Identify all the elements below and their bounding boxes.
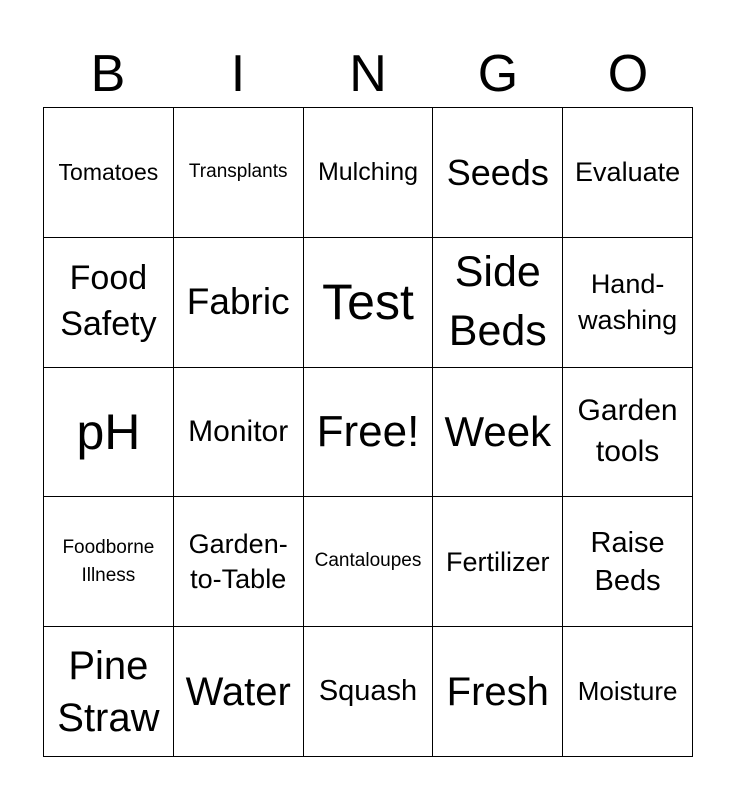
header-letter-g: G (477, 45, 519, 103)
bingo-cell[interactable] (304, 238, 434, 368)
bingo-cell-label: Test (322, 274, 414, 331)
bingo-cell[interactable] (433, 108, 563, 238)
bingo-cell[interactable] (174, 108, 304, 238)
bingo-cell-label: Cantaloupes (314, 550, 422, 572)
bingo-cell[interactable] (563, 108, 693, 238)
bingo-cell-label: Foodborne Illness (62, 537, 155, 586)
bingo-cell[interactable] (433, 627, 563, 757)
bingo-cell-label: Pine Straw (57, 643, 160, 740)
bingo-cell-label: Garden tools (577, 394, 678, 468)
bingo-cell[interactable] (174, 368, 304, 498)
bingo-cell[interactable] (174, 497, 304, 627)
bingo-cell[interactable] (563, 497, 693, 627)
bingo-cell[interactable] (304, 497, 434, 627)
bingo-cell-label: Fresh (446, 669, 549, 714)
header-letter-i: I (230, 45, 246, 103)
bingo-cell[interactable] (563, 368, 693, 498)
bingo-cell[interactable] (304, 368, 434, 498)
bingo-cell-label: Monitor (188, 414, 289, 448)
bingo-cell-label: Squash (318, 675, 418, 708)
bingo-cell-label: Evaluate (575, 157, 681, 188)
bingo-cell-label: Mulching (317, 158, 419, 187)
bingo-cell[interactable] (174, 238, 304, 368)
bingo-cell[interactable] (44, 497, 174, 627)
bingo-cell-label: Free! (316, 406, 420, 456)
bingo-cell-label: Raise Beds (590, 526, 665, 597)
bingo-cell[interactable] (433, 368, 563, 498)
bingo-cell[interactable] (433, 497, 563, 627)
bingo-cell-label: Transplants (188, 161, 288, 182)
bingo-cell-label: Tomatoes (58, 158, 159, 185)
bingo-cell[interactable] (44, 238, 174, 368)
bingo-cell[interactable] (304, 108, 434, 238)
header-letter-b: B (90, 45, 126, 103)
bingo-cell-label: Fabric (186, 281, 290, 322)
bingo-cell-label: Fertilizer (446, 546, 550, 577)
bingo-board (43, 107, 693, 757)
bingo-cell[interactable] (44, 108, 174, 238)
bingo-cell-label: Seeds (446, 151, 549, 193)
bingo-cell-label: Food Safety (60, 259, 157, 344)
header-letter-o: O (607, 45, 649, 103)
bingo-cell[interactable] (563, 238, 693, 368)
bingo-cell-label: Side Beds (448, 247, 547, 356)
bingo-cell-label: Garden- to-Table (188, 528, 288, 594)
bingo-cell-label: pH (76, 403, 141, 460)
bingo-cell[interactable] (433, 238, 563, 368)
bingo-cell-label: Moisture (577, 676, 678, 706)
bingo-cell-label: Water (185, 669, 291, 714)
bingo-header (43, 44, 693, 104)
bingo-cell[interactable] (563, 627, 693, 757)
bingo-cell[interactable] (44, 368, 174, 498)
header-letter-n: N (349, 45, 387, 103)
bingo-cell-label: Hand- washing (578, 268, 678, 336)
bingo-cell[interactable] (174, 627, 304, 757)
bingo-cell[interactable] (44, 627, 174, 757)
bingo-cell[interactable] (304, 627, 434, 757)
bingo-cell-label: Week (444, 407, 552, 455)
